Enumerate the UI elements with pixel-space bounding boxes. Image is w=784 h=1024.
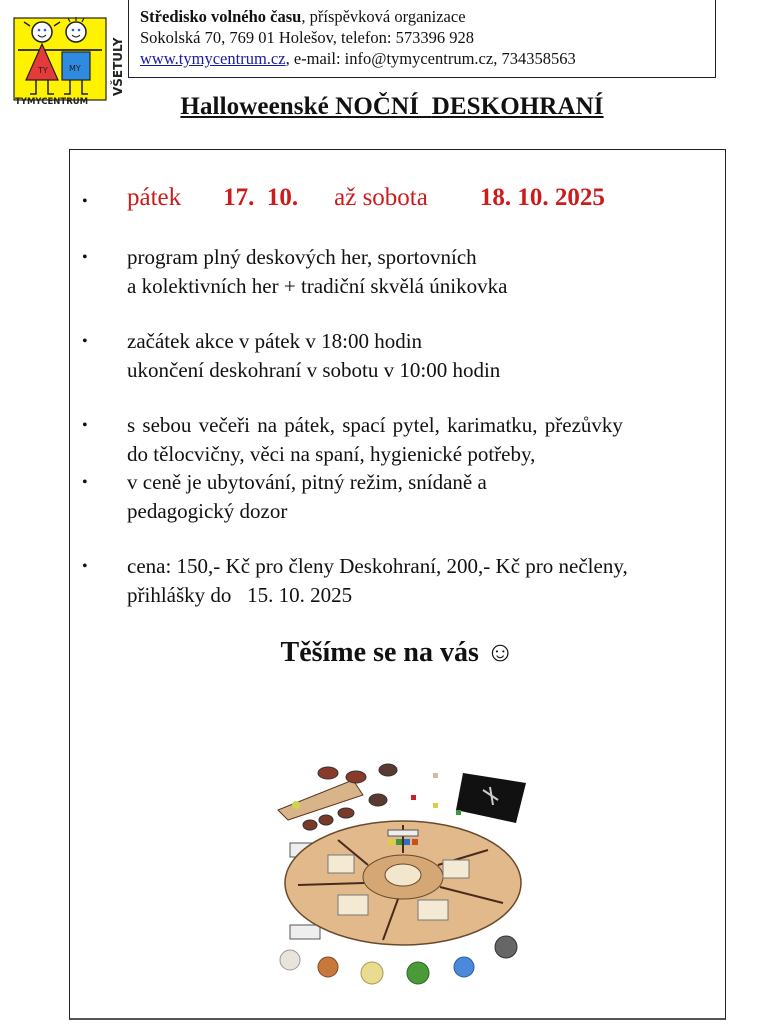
contact-details: , e-mail: info@tymycentrum.cz, 734358563 [285,49,576,68]
day-to: až sobota [334,184,428,211]
logo-bottom-text: TYMYCENTRUM [15,97,89,106]
included-line2: pedagogický dozor [127,499,288,523]
board-game-illustration [268,755,538,991]
date-range [127,183,605,212]
bullet: • [82,558,88,575]
bullet: • [82,474,88,491]
times-text [127,327,500,385]
program-line1: program plný deskových her, sportovních [127,245,477,269]
org-type: , příspěvková organizace [301,7,466,26]
price-line2: přihlášky do 15. 10. 2025 [127,583,353,607]
date-to: 18. 10. 2025 [479,184,605,211]
bullet: • [82,417,88,434]
program-line2: a kolektivních her + tradiční skvělá únikovka [127,274,508,298]
logo-badge-my: MY [69,64,81,73]
bullet: • [82,249,88,266]
program-text [127,243,507,301]
bring-text [127,411,623,469]
org-name: Středisko volného času [140,7,302,26]
contact-line [140,48,715,69]
bullet: • [82,333,88,350]
logo-side-text: VŠETULY [111,37,125,96]
times-line1: začátek akce v pátek v 18:00 hodin [127,329,423,353]
date-from: 17. 10. [223,184,299,211]
website-link[interactable]: www.tymycentrum.cz [140,49,286,68]
organization-header [128,0,716,78]
times-line2: ukončení deskohraní v sobotu v 10:00 hodin [127,358,501,382]
tymycentrum-logo [10,10,125,106]
logo-graphic [10,10,125,106]
price-line1: cena: 150,- Kč pro členy Deskohraní, 200,- Kč pro nečleny, [127,554,628,578]
page-title [0,93,784,121]
org-line [140,6,715,27]
included-text [127,468,487,526]
included-line1: v ceně je ubytování, pitný režim, snídaně a [127,470,487,494]
bring-line1: s sebou večeři na pátek, spací pytel, karimatku, přezůvky [127,413,623,437]
title-part1: Halloweenské NOČNÍ [180,93,420,120]
bring-line2: do tělocvičny, věci na spaní, hygienické potřeby, [127,442,536,466]
address-line: Sokolská 70, 769 01 Holešov, telefon: 573396 928 [140,28,474,47]
logo-badge-ty: TY [38,66,48,75]
title-part2: DESKOHRANÍ [431,93,604,120]
price-text [127,552,628,610]
day-from: pátek [127,184,182,211]
board-game-image [268,755,538,991]
closing-message: Těšíme se na vás ☺ [280,637,515,668]
bullet: • [82,193,88,210]
event-details-box [69,149,726,1020]
